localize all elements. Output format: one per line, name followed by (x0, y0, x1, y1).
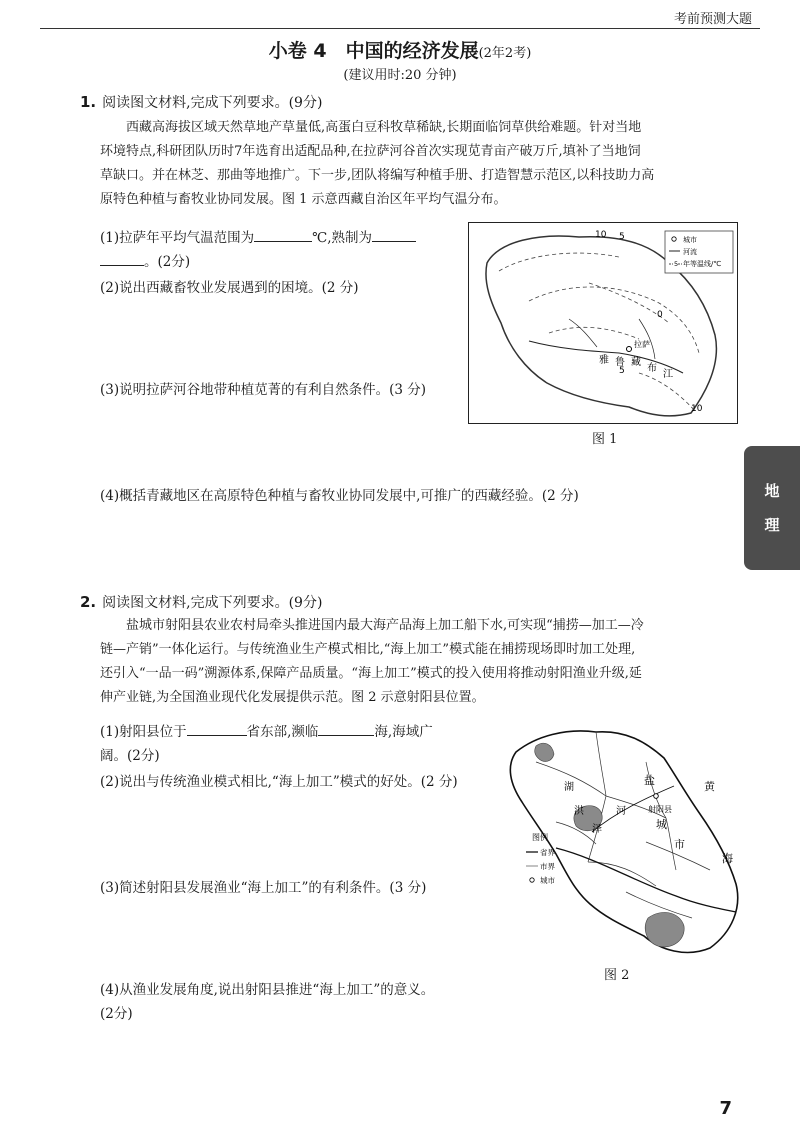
header-divider (40, 28, 760, 29)
q1-sub1-text-c: 。(2分) (144, 254, 191, 270)
paper-title (0, 36, 800, 63)
lake-label: 泽 (592, 824, 602, 835)
subject-side-tab (744, 446, 800, 570)
q2-sub4: (4)从渔业发展角度,说出射阳县推进“海上加工”的意义。 (100, 982, 435, 998)
yancheng-label-char: 城 (656, 818, 667, 831)
q1-passage-line: 草缺口。并在林芝、那曲等地推广。下一步,团队将编写种植手册、打造智慧示范区,以科技助力高 (100, 168, 655, 183)
q1-passage-line: 环境特点,科研团队历时7年选育出适配品种,在拉萨河谷首次实现苋青亩产破万斤,填补了当地饲 (100, 144, 641, 159)
q2-number: 2. (80, 593, 97, 611)
q2-instruction: 阅读图文材料,完成下列要求。(9分) (102, 595, 323, 611)
q2-heading (80, 592, 322, 612)
yellow-sea-char: 海 (722, 852, 733, 865)
city-borders (536, 732, 710, 918)
q2-passage-line: 盐城市射阳县农业农村局牵头推进国内最大海产品海上加工船下水,可实现“捕捞—加工—冷 (126, 618, 644, 633)
jiangsu-map-svg (496, 722, 754, 962)
q2-passage-line: 还引入“一品一码”溯源体系,保障产品质量。“海上加工”模式的投入使用将推动射阳渔业升级,延 (100, 666, 642, 681)
q1-sub2: (2)说出西藏畜牧业发展遇到的困境。(2 分) (100, 280, 359, 296)
sheyang-marker (654, 794, 659, 799)
lake-taihu (645, 912, 684, 946)
side-tab-char: 地 (764, 482, 780, 500)
legend-province: 省界 (540, 848, 555, 857)
river-label-char: 雅 (599, 355, 609, 366)
sheyang-label: 射阳县 (648, 805, 672, 814)
legend-city: 城市 (540, 876, 555, 885)
figure-2-map (496, 722, 754, 962)
q2-blank-province[interactable] (187, 721, 247, 736)
river-tributary (639, 319, 655, 359)
map-label: 湖 (564, 782, 574, 793)
q1-sub1-text-b: ℃,熟制为 (312, 230, 373, 246)
legend-river: 河流 (683, 248, 697, 256)
lhasa-label: 拉萨 (634, 340, 650, 349)
isotherm-line (499, 253, 619, 271)
iso-value: 10 (691, 404, 703, 414)
q1-sub1-text-a: (1)拉萨年平均气温范围为 (100, 230, 255, 246)
side-tab-char: 理 (764, 516, 780, 534)
q1-heading (80, 92, 322, 112)
figure-1-map (468, 222, 738, 424)
iso-value: 5 (619, 232, 625, 242)
suggested-time: (建议用时:20 分钟) (343, 68, 457, 83)
q2-sub1 (100, 720, 500, 744)
lake-label: 洪 (574, 806, 584, 817)
q2-blank-sea[interactable] (318, 721, 374, 736)
q1-passage-line: 西藏高海拔区域天然草地产草量低,高蛋白豆科牧草稀缺,长期面临饲草供给难题。针对当地 (126, 120, 642, 135)
page-number: 7 (719, 1098, 732, 1119)
legend-isotherm: 年等温线/℃ (683, 260, 722, 268)
river-label-char: 鲁 (615, 357, 625, 368)
q2-sub3: (3)简述射阳县发展渔业“海上加工”的有利条件。(3 分) (100, 880, 427, 896)
tibet-map-svg (469, 223, 737, 423)
q1-passage-line: 原特色种植与畜牧业协同发展。图 1 示意西藏自治区年平均气温分布。 (100, 192, 507, 207)
figure-2-legend (526, 832, 555, 885)
iso-value: 0 (657, 310, 663, 320)
legend-city: 城市 (683, 236, 697, 244)
q1-sub4: (4)概括青藏地区在高原特色种植与畜牧业协同发展中,可推广的西藏经验。(2 分) (100, 488, 579, 504)
yancheng-label-char: 市 (674, 838, 685, 851)
q2-passage (100, 614, 740, 710)
q1-passage (100, 116, 740, 212)
q1-number: 1. (80, 93, 97, 111)
legend-iso-num: 5 (674, 260, 679, 268)
q2-sub1-text-b: 省东部,濒临 (246, 724, 319, 740)
paper-subtitle: (2年2考) (478, 46, 532, 61)
figure-1-caption: 图 1 (592, 432, 618, 447)
paper-title-text: 小卷 4 中国的经济发展 (268, 40, 479, 62)
figure-1-legend (665, 231, 733, 273)
figure-2-caption: 图 2 (604, 968, 630, 983)
river-tributary (569, 319, 597, 347)
q1-blank-temp[interactable] (254, 227, 312, 242)
q2-sub1-text-c: 海,海域广 (374, 724, 433, 740)
q2-sub1-cont: 阔。(2分) (100, 748, 160, 764)
river-label-char: 布 (647, 363, 657, 374)
q1-blank-cropping-cont[interactable] (100, 251, 144, 266)
q2-passage-line: 链—产销”一体化运行。与传统渔业生产模式相比,“海上加工”模式能在捕捞现场即时加工处理, (100, 642, 636, 657)
canal-label: 河 (616, 806, 626, 817)
q2-sub4-cont: (2分) (100, 1006, 133, 1022)
q2-passage-line: 伸产业链,为全国渔业现代化发展提供示范。图 2 示意射阳县位置。 (100, 690, 485, 705)
river-label-char: 藏 (631, 357, 641, 368)
river-label-char: 江 (663, 369, 673, 380)
q2-sub2: (2)说出与传统渔业模式相比,“海上加工”模式的好处。(2 分) (100, 774, 458, 790)
q1-sub1-cont (100, 250, 190, 274)
legend-title: 图例 (532, 833, 548, 842)
header-tag: 考前预测大题 (673, 12, 752, 27)
iso-value: 5 (619, 366, 625, 376)
q2-sub1-text-a: (1)射阳县位于 (100, 724, 187, 740)
q1-blank-cropping[interactable] (372, 227, 416, 242)
isotherm-line (549, 327, 639, 339)
q1-sub1 (100, 226, 460, 250)
city-marker (627, 347, 632, 352)
legend-city-border: 市界 (540, 862, 555, 871)
iso-value: 10 (595, 230, 607, 240)
lake-luoma (535, 743, 554, 761)
isotherm-line (529, 287, 699, 353)
yangtze-river (556, 848, 736, 912)
yellow-sea-char: 黄 (704, 780, 715, 793)
q1-sub3: (3)说明拉萨河谷地带种植苋菁的有利自然条件。(3 分) (100, 382, 427, 398)
q1-instruction: 阅读图文材料,完成下列要求。(9分) (102, 95, 323, 111)
yancheng-label-char: 盐 (644, 774, 655, 787)
